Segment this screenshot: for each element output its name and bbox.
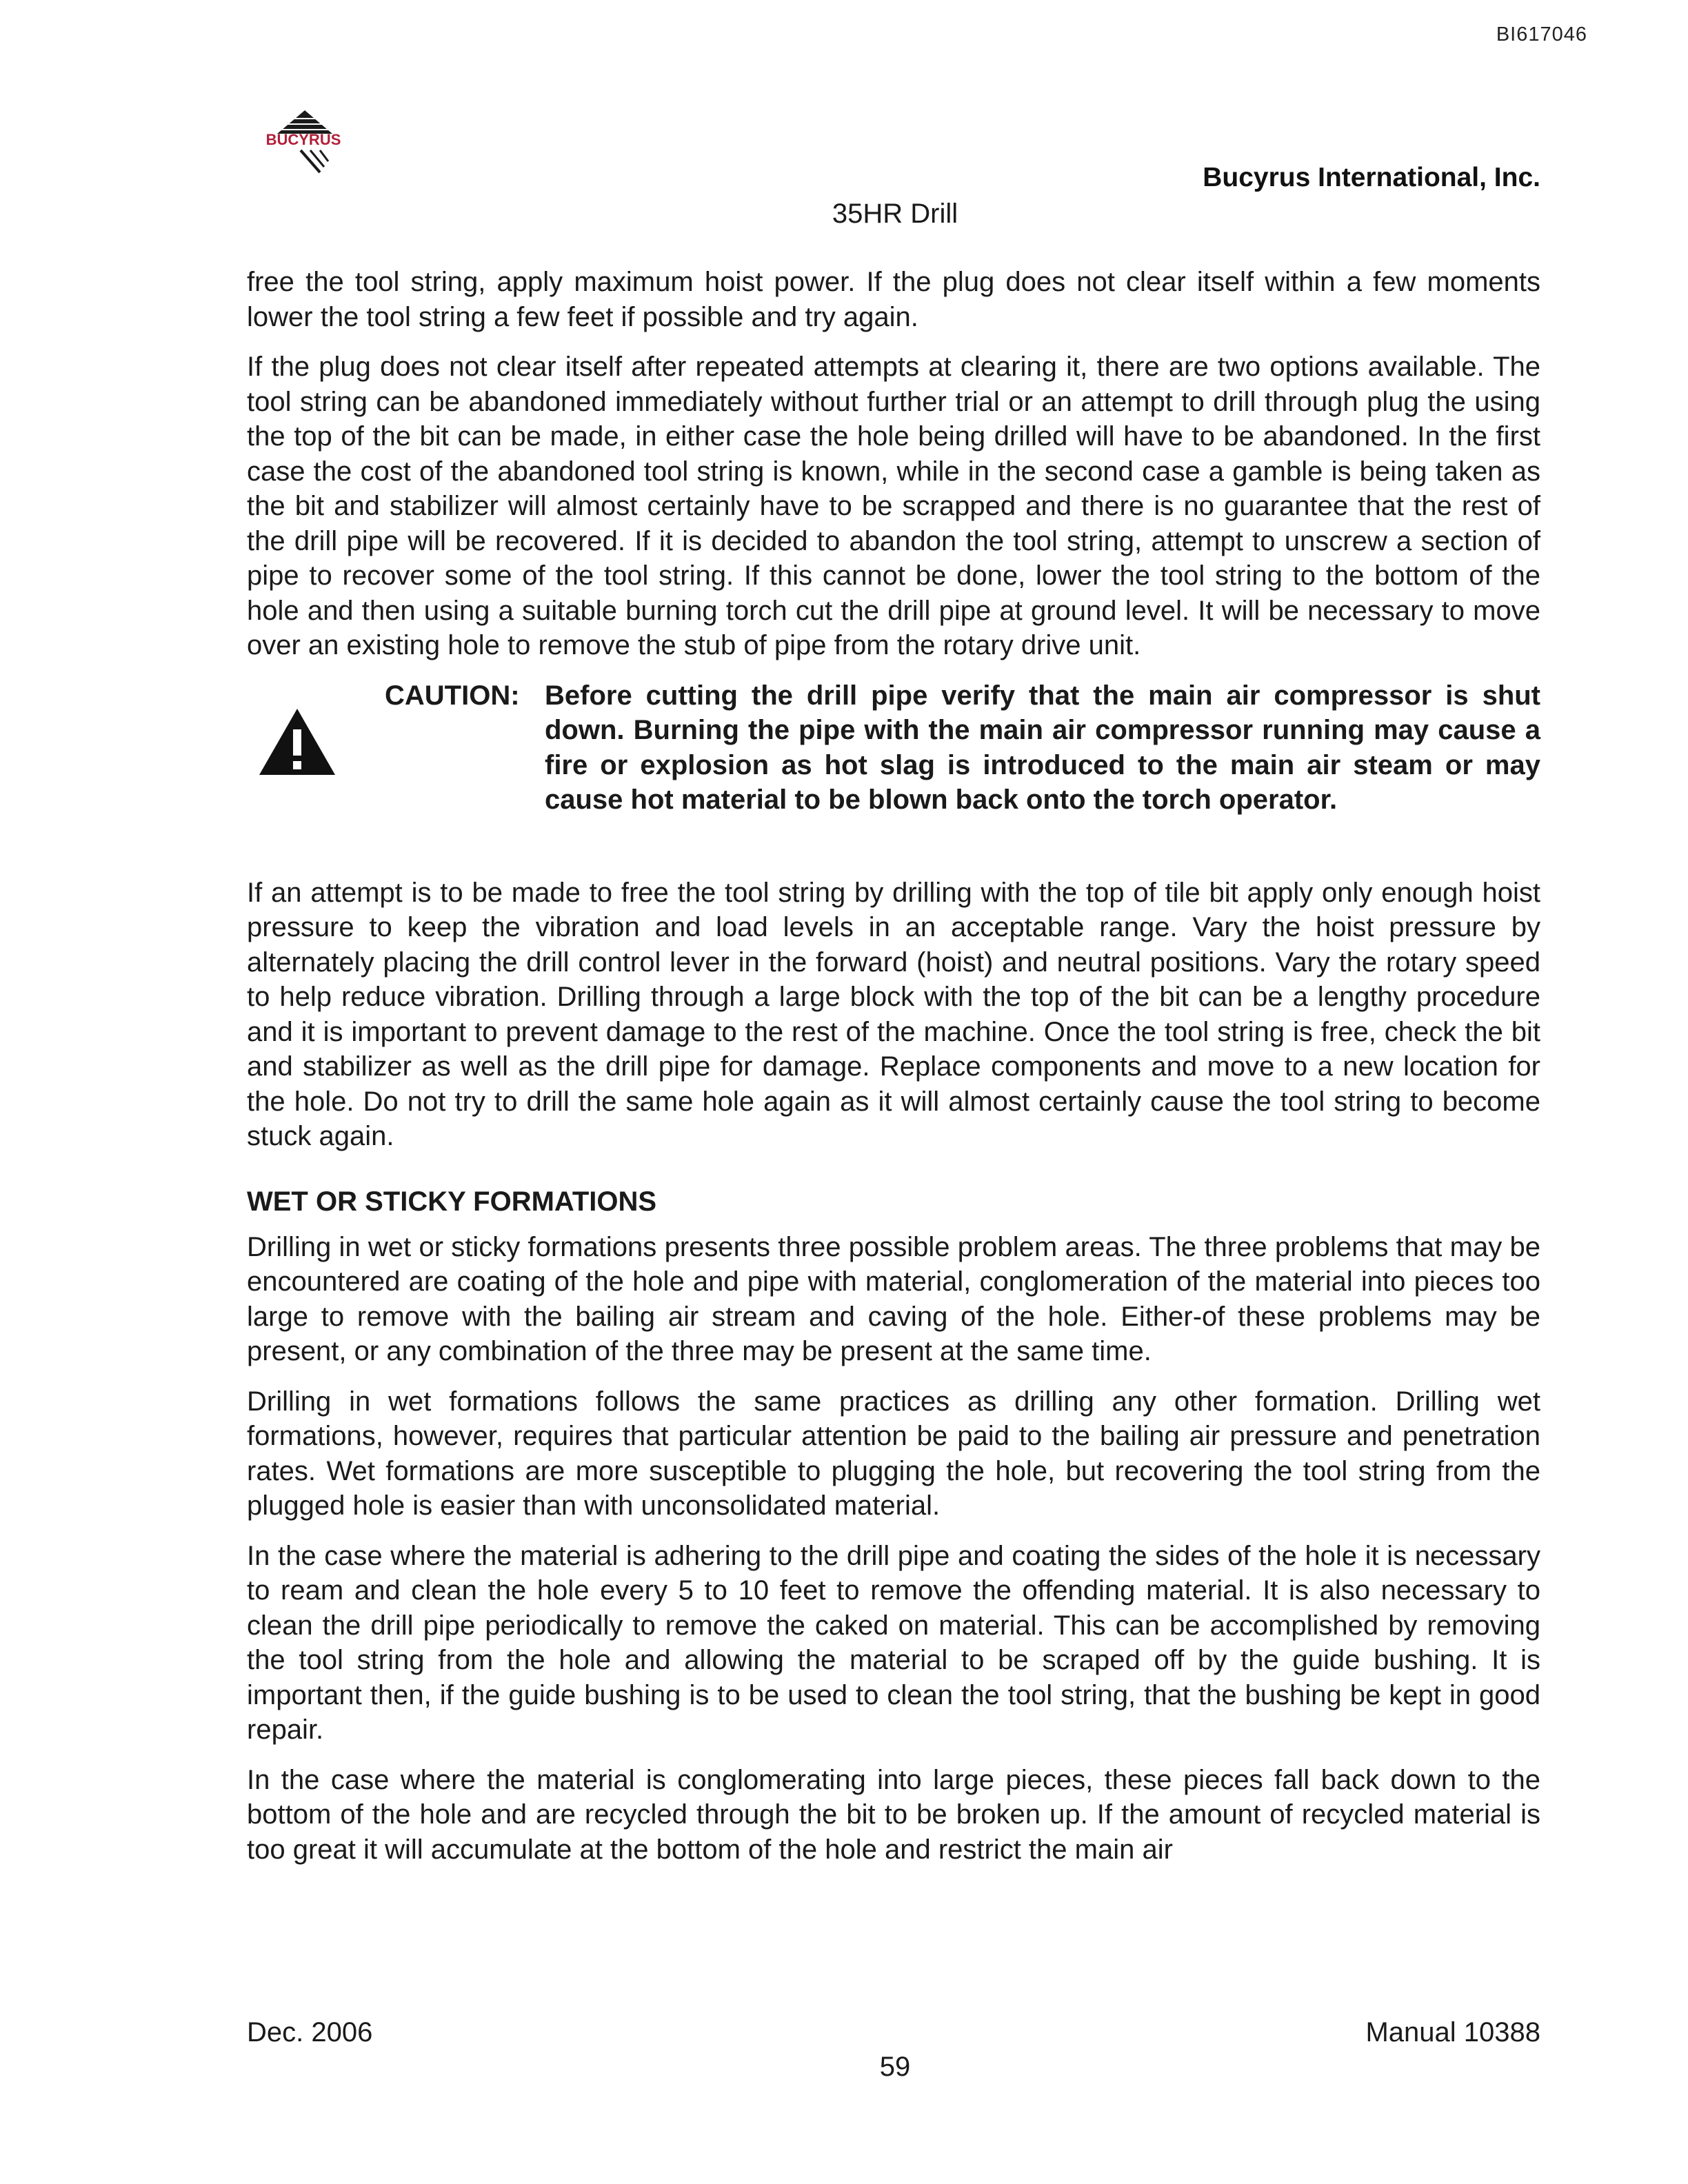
footer-date: Dec. 2006	[247, 2017, 373, 2048]
company-name: Bucyrus International, Inc.	[1203, 163, 1540, 192]
document-title: 35HR Drill	[832, 199, 958, 229]
paragraph: free the tool string, apply maximum hoist power. If the plug does not clear itself within a few moments lower the tool string a few feet if possible and try again.	[247, 267, 1540, 332]
paragraph: In the case where the material is conglomerating into large pieces, these pieces fall back down to the bottom of the hole and are recycled through the bit to be broken up. If the amount of recycled material is too great it will accumulate at the bottom of the hole and restrict the main air	[247, 1764, 1540, 1865]
caution-label: CAUTION:	[385, 680, 520, 711]
paragraph: If the plug does not clear itself after repeated attempts at clearing it, there are two options available. The tool string can be abandoned immediately without further trial or an attempt to drill through plug the using the top of the bit can be made, in either case the hole being drilled will have to be abandoned. In the first case the cost of the abandoned tool string is known, while in the second case a gamble is being taken as the bit and stabilizer will almost certainly have to be scrapped and there is no guarantee that the rest of the drill pipe will be recovered. If it is decided to abandon the tool string, attempt to unscrew a section of pipe to recover some of the tool string. If this cannot be done, lower the tool string to the bottom of the hole and then using a suitable burning torch cut the drill pipe at ground level. It will be necessary to move over an existing hole to remove the stub of pipe from the rotary drive unit.	[247, 352, 1540, 660]
warning-triangle-icon	[257, 706, 338, 778]
paragraph: In the case where the material is adhering to the drill pipe and coating the sides of the hole it is necessary to ream and clean the hole every 5 to 10 feet to remove the offending material. It is also necessary to clean the drill pipe periodically to remove the caked on material. This can be accomplished by removing the tool string from the hole and allowing the material to be scraped off by the guide bushing. It is important then, if the guide bushing is to be used to clean the tool string, that the bushing be kept in good repair.	[247, 1540, 1540, 1745]
doc-id: BI617046	[1496, 23, 1587, 46]
paragraph: Drilling in wet or sticky formations presents three possible problem areas. The three problems that may be encountered are coating of the hole and pipe with material, conglomeration of the material into pieces too large to remove with the bailing air stream and caving of the hole. Either-of these problems may be present, or any combination of the three may be present at the same time.	[247, 1231, 1540, 1366]
logo-text: BUCYRUS	[265, 131, 341, 148]
page-number: 59	[879, 2052, 911, 2082]
bucyrus-logo	[257, 110, 374, 179]
caution-text: Before cutting the drill pipe verify that the main air compressor is shut down. Burning the pipe with the main air compressor running may cause a fire or explosion as hot slag is introduced to the main air steam or may cause hot material to be blown back onto the torch operator.	[545, 680, 1540, 815]
paragraph: Drilling in wet formations follows the same practices as drilling any other formation. Drilling wet formations, however, requires that particular attention be paid to the bailing air pressure and penetration rates. Wet formations are more susceptible to plugging the hole, but recovering the tool string from the plugged hole is easier than with unconsolidated material.	[247, 1386, 1540, 1521]
section-heading: WET OR STICKY FORMATIONS	[247, 1186, 657, 1217]
caution-notice	[247, 678, 1540, 863]
page-content	[247, 265, 1540, 1882]
footer-manual-number: Manual 10388	[1365, 2017, 1540, 2048]
paragraph: If an attempt is to be made to free the tool string by drilling with the top of tile bit apply only enough hoist pressure to keep the vibration and load levels in an acceptable range. Vary the hoist pressure by alternately placing the drill control lever in the forward (hoist) and neutral positions. Vary the rotary speed to help reduce vibration. Drilling through a large block with the top of the bit can be a lengthy procedure and it is important to prevent damage to the rest of the machine. Once the tool string is free, check the bit and stabilizer as well as the drill pipe for damage. Replace components and move to a new location for the hole. Do not try to drill the same hole again as it will almost certainly cause the tool string to become stuck again.	[247, 877, 1540, 1151]
